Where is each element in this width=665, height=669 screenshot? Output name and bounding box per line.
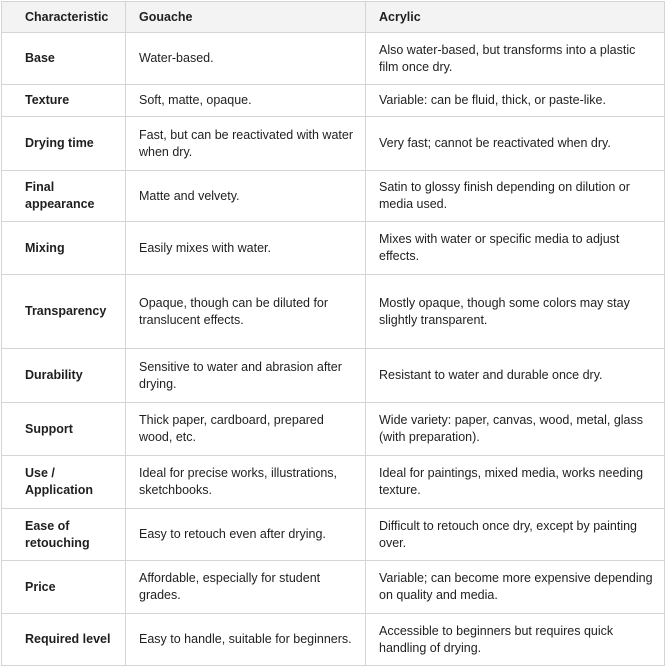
table-row <box>2 222 665 275</box>
characteristic-cell: Mixing <box>2 222 126 275</box>
acrylic-cell: Also water-based, but transforms into a plastic film once dry. <box>366 33 665 85</box>
table-row <box>2 85 665 117</box>
gouache-cell: Easy to retouch even after drying. <box>126 509 366 561</box>
table-row <box>2 614 665 666</box>
acrylic-cell: Satin to glossy finish depending on dilution or media used. <box>366 171 665 222</box>
table-row <box>2 456 665 509</box>
table-row <box>2 349 665 403</box>
characteristic-cell: Base <box>2 33 126 85</box>
header-characteristic: Characteristic <box>2 2 126 33</box>
acrylic-cell: Variable; can become more expensive depending on quality and media. <box>366 561 665 614</box>
table-row <box>2 275 665 349</box>
acrylic-cell: Mostly opaque, though some colors may stay slightly transparent. <box>366 275 665 349</box>
acrylic-cell: Ideal for paintings, mixed media, works needing texture. <box>366 456 665 509</box>
acrylic-cell: Mixes with water or specific media to adjust effects. <box>366 222 665 275</box>
header-gouache: Gouache <box>126 2 366 33</box>
gouache-cell: Soft, matte, opaque. <box>126 85 366 117</box>
header-acrylic: Acrylic <box>366 2 665 33</box>
characteristic-cell: Use / Application <box>2 456 126 509</box>
gouache-cell: Easy to handle, suitable for beginners. <box>126 614 366 666</box>
table-row <box>2 117 665 171</box>
gouache-cell: Matte and velvety. <box>126 171 366 222</box>
acrylic-cell: Difficult to retouch once dry, except by painting over. <box>366 509 665 561</box>
characteristic-cell: Support <box>2 403 126 456</box>
gouache-cell: Sensitive to water and abrasion after drying. <box>126 349 366 403</box>
characteristic-cell: Durability <box>2 349 126 403</box>
table-row <box>2 33 665 85</box>
acrylic-cell: Resistant to water and durable once dry. <box>366 349 665 403</box>
comparison-table <box>1 1 665 666</box>
gouache-cell: Fast, but can be reactivated with water when dry. <box>126 117 366 171</box>
characteristic-cell: Final appearance <box>2 171 126 222</box>
gouache-cell: Thick paper, cardboard, prepared wood, etc. <box>126 403 366 456</box>
header-row <box>2 2 665 33</box>
acrylic-cell: Variable: can be fluid, thick, or paste-like. <box>366 85 665 117</box>
characteristic-cell: Ease of retouching <box>2 509 126 561</box>
acrylic-cell: Very fast; cannot be reactivated when dry. <box>366 117 665 171</box>
gouache-cell: Affordable, especially for student grades. <box>126 561 366 614</box>
characteristic-cell: Transparency <box>2 275 126 349</box>
characteristic-cell: Required level <box>2 614 126 666</box>
table-row <box>2 171 665 222</box>
gouache-cell: Opaque, though can be diluted for translucent effects. <box>126 275 366 349</box>
characteristic-cell: Drying time <box>2 117 126 171</box>
table-row <box>2 509 665 561</box>
characteristic-cell: Price <box>2 561 126 614</box>
characteristic-cell: Texture <box>2 85 126 117</box>
table-row <box>2 403 665 456</box>
gouache-cell: Easily mixes with water. <box>126 222 366 275</box>
gouache-cell: Water-based. <box>126 33 366 85</box>
acrylic-cell: Wide variety: paper, canvas, wood, metal, glass (with preparation). <box>366 403 665 456</box>
acrylic-cell: Accessible to beginners but requires quick handling of drying. <box>366 614 665 666</box>
gouache-cell: Ideal for precise works, illustrations, sketchbooks. <box>126 456 366 509</box>
table-row <box>2 561 665 614</box>
